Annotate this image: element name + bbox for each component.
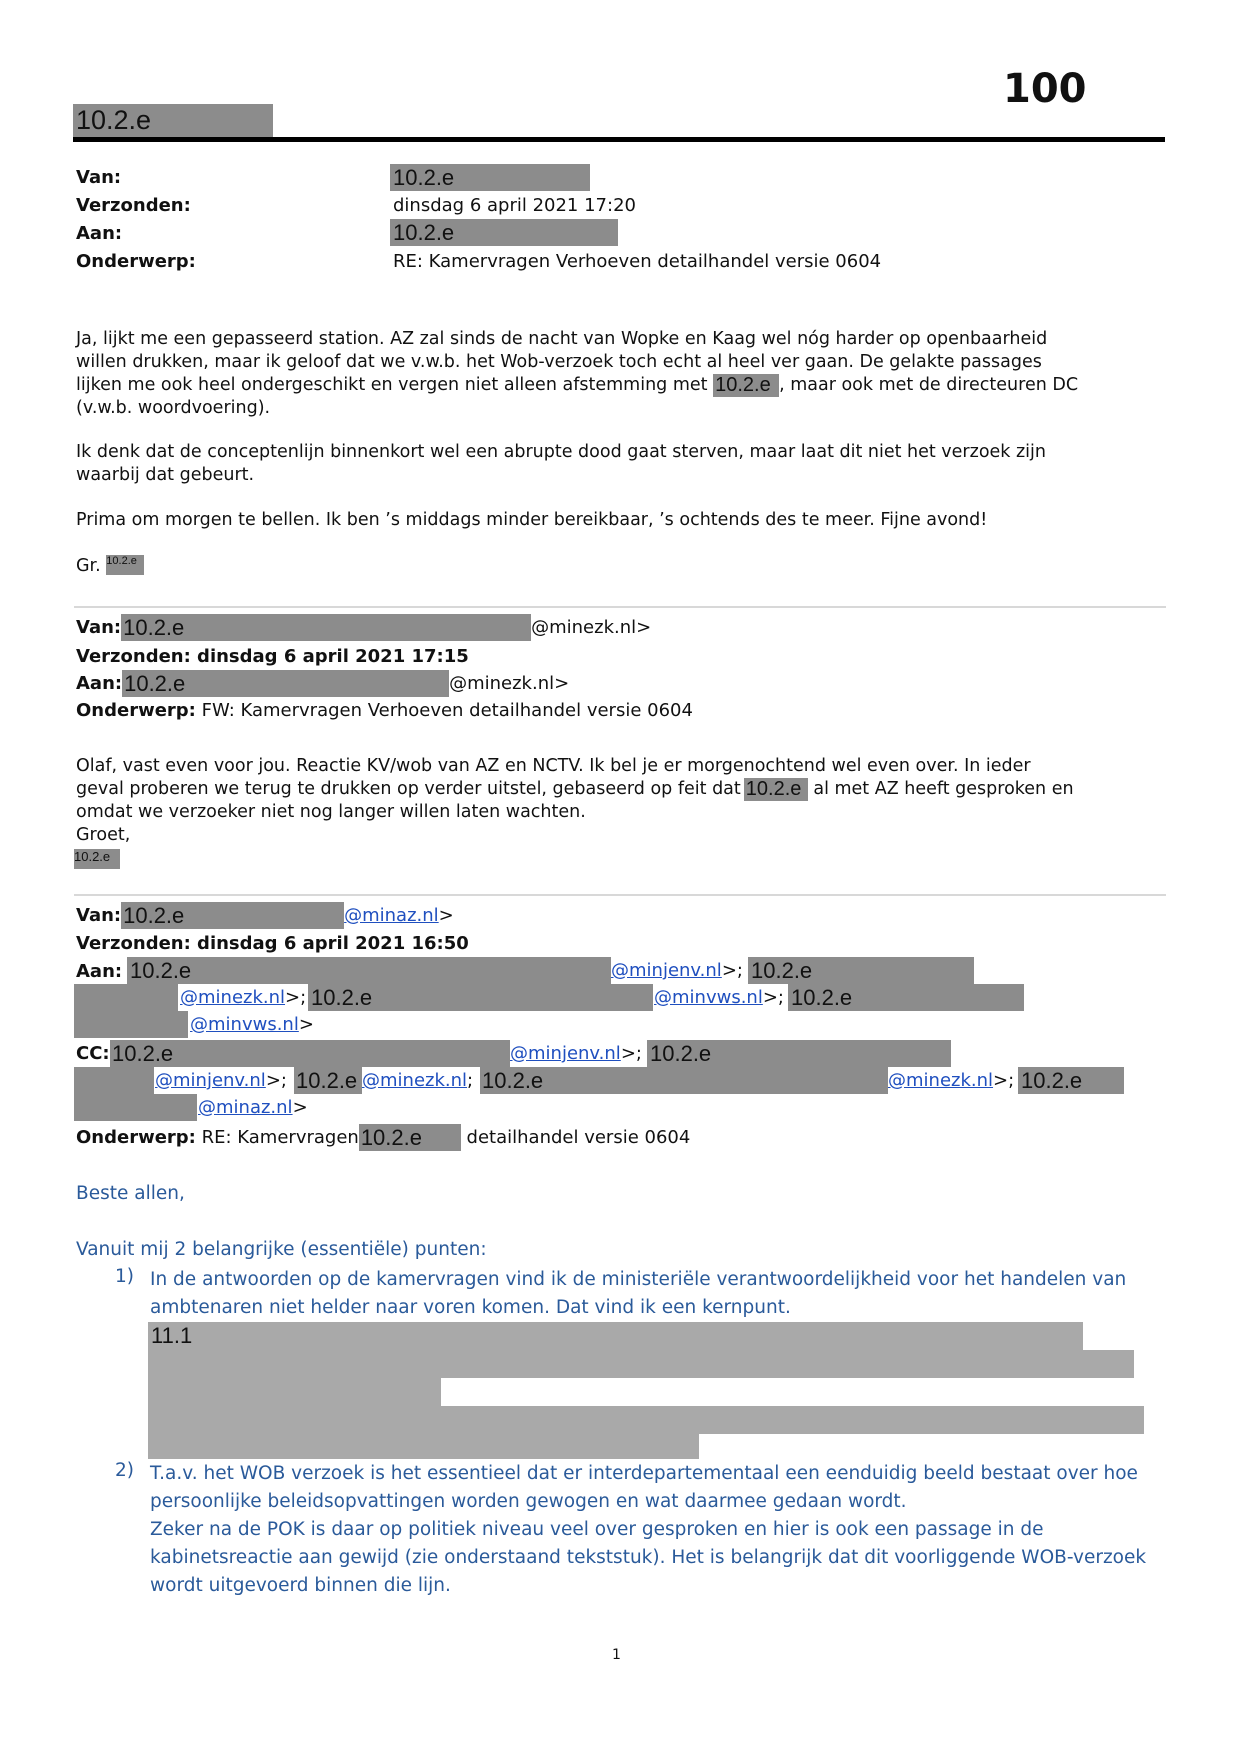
- aan-link-2-wrap: [180, 984, 306, 1012]
- text-line: T.a.v. het WOB verzoek is het essentieel dat er interdepartementaal een eenduidig beeld bestaat over hoe: [150, 1463, 1138, 1484]
- cc-link-1-wrap: [510, 1040, 642, 1068]
- email2-aan-suffix: @minezk.nl>: [449, 673, 570, 694]
- text-segment: , maar ook met de directeuren DC: [779, 375, 1079, 395]
- cc-redaction-4: 10.2.e: [480, 1067, 888, 1094]
- cc-redaction-1: 10.2.e: [110, 1040, 510, 1067]
- item1-number: 1): [115, 1266, 134, 1287]
- item1-redaction-line-2: [148, 1350, 1134, 1378]
- email3-aan-label: Aan:: [76, 961, 123, 982]
- cc-link-3[interactable]: @minezk.nl: [362, 1070, 468, 1091]
- email1-aan-label: Aan:: [76, 223, 123, 244]
- separator-text: >;: [265, 1070, 287, 1091]
- aan-link-1[interactable]: @minjenv.nl: [611, 960, 722, 981]
- email2-onderwerp-value: FW: Kamervragen Verhoeven detailhandel versie 0604: [201, 700, 693, 721]
- aan-redaction-4-continued: [74, 1011, 188, 1038]
- item1-redaction-line-4: [148, 1406, 1144, 1434]
- aan-redaction-1: 10.2.e: [127, 957, 611, 984]
- text-line: In de antwoorden op de kamervragen vind ik de ministeriële verantwoordelijkheid voor het handelen van: [150, 1269, 1127, 1290]
- email1-paragraph-1: [76, 328, 1176, 420]
- email2-van-line: [76, 614, 651, 642]
- email3-van-link[interactable]: @minaz.nl: [344, 905, 439, 926]
- separator-1: [74, 606, 1166, 608]
- email3-intro: Vanuit mij 2 belangrijke (essentiële) punten:: [76, 1239, 487, 1260]
- email2-aan-redaction: 10.2.e: [122, 670, 449, 697]
- email1-onderwerp-value: RE: Kamervragen Verhoeven detailhandel versie 0604: [393, 251, 882, 272]
- cc-link-3-wrap: [362, 1067, 473, 1095]
- aan-link-3[interactable]: @minvws.nl: [654, 987, 763, 1008]
- text-line: persoonlijke beleidsopvattingen worden gewogen en wat daarmee gedaan wordt.: [150, 1491, 907, 1512]
- item2-text: [150, 1460, 1146, 1600]
- item1-redaction-line-1: 11.1: [148, 1322, 1083, 1350]
- cc-link-5-wrap: [198, 1094, 308, 1122]
- email3-van-redaction: 10.2.e: [121, 902, 344, 929]
- email3-van-line: [76, 902, 454, 930]
- text-segment: lijken me ook heel ondergeschikt en vergen niet alleen afstemming met: [76, 375, 708, 395]
- email3-greeting: Beste allen,: [76, 1183, 185, 1204]
- aan-link-3-wrap: [654, 984, 784, 1012]
- text-line: Olaf, vast even voor jou. Reactie KV/wob van AZ en NCTV. Ik bel je er morgenochtend wel even over. In ieder: [76, 756, 1031, 776]
- email3-onderwerp-a: RE: Kamervragen: [201, 1127, 359, 1148]
- text-line: kabinetsreactie aan gewijd (zie onderstaand tekststuk). Het is belangrijk dat dit voorliggende WOB-verzoek: [150, 1547, 1147, 1568]
- signature-prefix: Gr.: [76, 556, 101, 576]
- item1-redaction-line-5: [148, 1434, 699, 1459]
- email3-onderwerp-line: [76, 1124, 690, 1152]
- email1-onderwerp-label: Onderwerp:: [76, 251, 196, 272]
- cc-redaction-2-continued: [74, 1067, 154, 1094]
- email1-signature: [76, 555, 144, 578]
- separator-text: >;: [285, 987, 307, 1008]
- email2-verzonden: Verzonden: dinsdag 6 april 2021 17:15: [76, 646, 469, 667]
- cc-link-2[interactable]: @minjenv.nl: [155, 1070, 266, 1091]
- header-rule: [73, 137, 1165, 142]
- text-segment: al met AZ heeft gesproken en: [813, 779, 1074, 799]
- email2-van-label: Van:: [76, 617, 122, 638]
- text-line: [76, 778, 1176, 801]
- item1-text: [150, 1266, 1126, 1322]
- text-line: waarbij dat gebeurt.: [76, 465, 255, 485]
- aan-link-4[interactable]: @minvws.nl: [190, 1014, 299, 1035]
- email1-van-redaction: 10.2.e: [390, 164, 590, 191]
- email1-van-label: Van:: [76, 167, 122, 188]
- email2-paragraph-1: [76, 755, 1176, 847]
- aan-redaction-3: 10.2.e: [308, 984, 653, 1011]
- text-line: Ik denk dat de conceptenlijn binnenkort wel een abrupte dood gaat sterven, maar laat dit niet het verzoek zijn: [76, 442, 1046, 462]
- text-line: (v.w.b. woordvoering).: [76, 398, 271, 418]
- top-redaction: 10.2.e: [73, 104, 273, 137]
- page-number-label: 100: [1003, 66, 1087, 112]
- cc-link-1[interactable]: @minjenv.nl: [510, 1043, 621, 1064]
- email2-aan-line: [76, 670, 569, 698]
- email2-aan-label: Aan:: [76, 673, 123, 694]
- email1-aan-redaction: 10.2.e: [390, 219, 618, 246]
- email1-paragraph-2: [76, 441, 1176, 487]
- text-line: Ja, lijkt me een gepasseerd station. AZ zal sinds de nacht van Wopke en Kaag wel nóg harder op openbaarheid: [76, 329, 1048, 349]
- email1-verzonden-label: Verzonden:: [76, 195, 191, 216]
- aan-redaction-2-continued: [74, 984, 178, 1011]
- cc-link-4-wrap: [888, 1067, 1014, 1095]
- inline-redaction: 10.2.e: [744, 778, 808, 801]
- text-line: ambtenaren niet helder naar voren komen. Dat vind ik een kernpunt.: [150, 1297, 791, 1318]
- email3-onderwerp-label: Onderwerp:: [76, 1127, 196, 1148]
- aan-link-2[interactable]: @minezk.nl: [180, 987, 286, 1008]
- separator-text: >: [298, 1014, 314, 1035]
- email2-van-redaction: 10.2.e: [121, 614, 531, 641]
- separator-text: >;: [762, 987, 784, 1008]
- aan-link-4-wrap: [190, 1011, 314, 1039]
- cc-link-5[interactable]: @minaz.nl: [198, 1097, 293, 1118]
- email3-verzonden: Verzonden: dinsdag 6 april 2021 16:50: [76, 933, 469, 954]
- item1-redaction-line-3: [148, 1378, 441, 1406]
- email2-onderwerp-label: Onderwerp:: [76, 700, 196, 721]
- cc-redaction-2: 10.2.e: [647, 1040, 951, 1067]
- email3-onderwerp-redaction: 10.2.e: [359, 1124, 461, 1151]
- text-segment: geval proberen we terug te drukken op verder uitstel, gebaseerd op feit dat: [76, 779, 741, 799]
- cc-redaction-5-continued: [74, 1094, 197, 1121]
- cc-link-4[interactable]: @minezk.nl: [888, 1070, 994, 1091]
- text-line: Zeker na de POK is daar op politiek niveau veel over gesproken en hier is ook een passage in de: [150, 1519, 1044, 1540]
- separator-text: >;: [620, 1043, 642, 1064]
- separator-text: ;: [467, 1070, 474, 1091]
- email2-signature-redaction: 10.2.e: [74, 849, 120, 869]
- cc-redaction-5: 10.2.e: [1018, 1067, 1124, 1094]
- text-line: wordt uitgevoerd binnen die lijn.: [150, 1575, 451, 1596]
- email3-van-label: Van:: [76, 905, 122, 926]
- footer-page-number: 1: [612, 1647, 621, 1663]
- separator-2: [74, 894, 1166, 896]
- email1-verzonden-value: dinsdag 6 april 2021 17:20: [393, 195, 636, 216]
- separator-text: >: [292, 1097, 308, 1118]
- cc-redaction-3: 10.2.e: [294, 1067, 362, 1094]
- text-line: [76, 374, 1176, 397]
- item2-number: 2): [115, 1460, 134, 1481]
- text-line: Groet,: [76, 825, 131, 845]
- email1-paragraph-3: Prima om morgen te bellen. Ik ben ’s middags minder bereikbaar, ’s ochtends des te meer. Fijne avond!: [76, 510, 988, 530]
- aan-redaction-4: 10.2.e: [788, 984, 1024, 1011]
- email3-onderwerp-b: detailhandel versie 0604: [466, 1127, 691, 1148]
- separator-text: >;: [721, 960, 743, 981]
- email3-van-tail: >: [438, 905, 454, 926]
- cc-link-2-wrap: [155, 1067, 287, 1095]
- aan-redaction-2: 10.2.e: [748, 957, 974, 984]
- text-line: omdat we verzoeker niet nog langer willen laten wachten.: [76, 802, 586, 822]
- email2-van-suffix: @minezk.nl>: [531, 617, 652, 638]
- email3-cc-label: CC:: [76, 1043, 110, 1064]
- inline-redaction: 10.2.e: [713, 374, 779, 397]
- signature-redaction: 10.2.e: [106, 555, 144, 575]
- email2-onderwerp-line: [76, 697, 693, 725]
- separator-text: >;: [993, 1070, 1015, 1091]
- aan-link-1-wrap: [611, 957, 743, 985]
- text-line: willen drukken, maar ik geloof dat we v.w.b. het Wob-verzoek toch echt al heel ver gaan. De gelakte passages: [76, 352, 1042, 372]
